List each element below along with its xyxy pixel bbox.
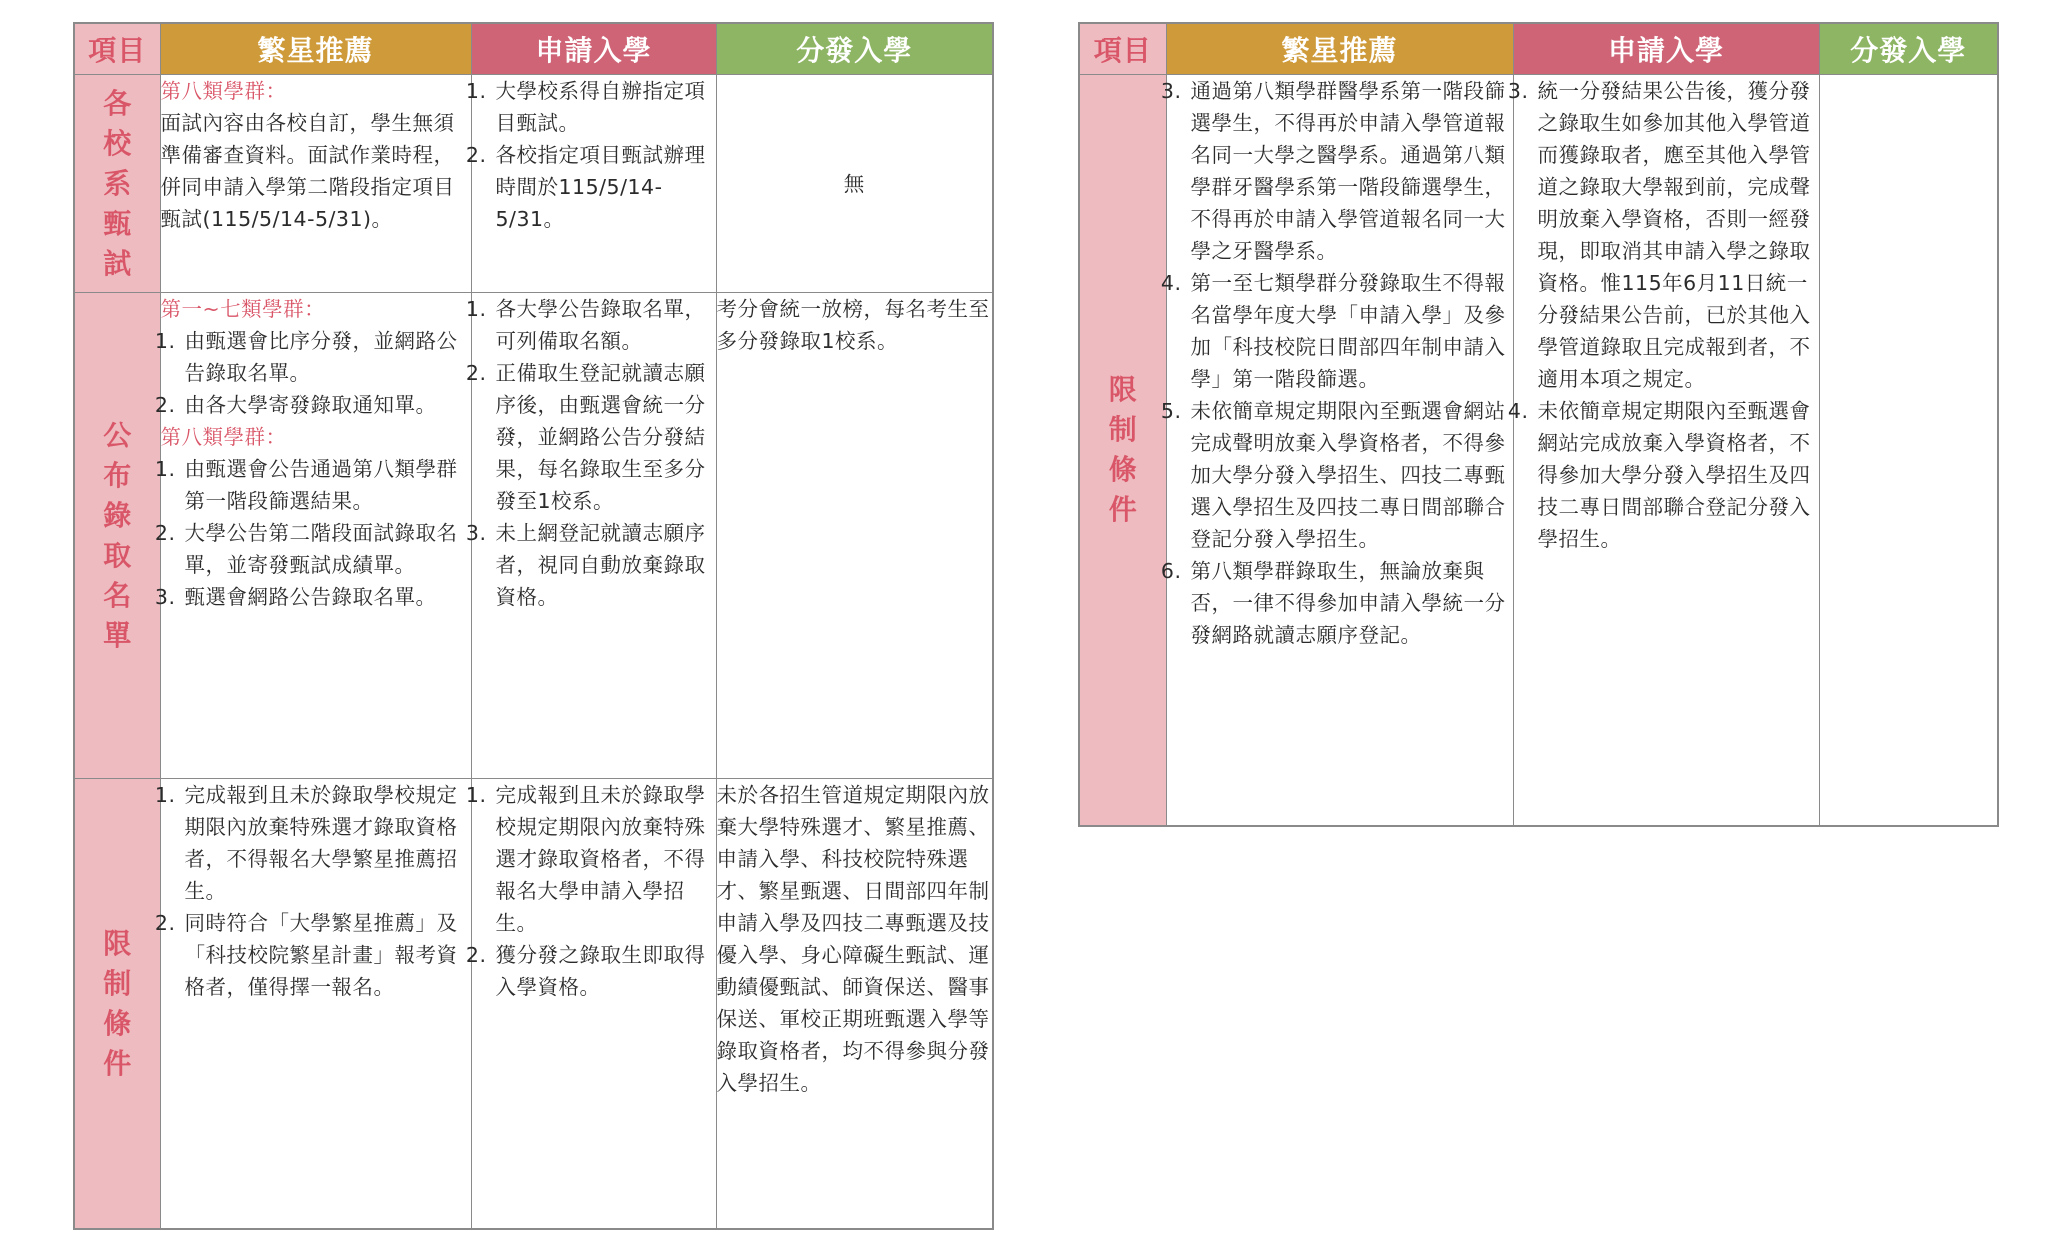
list-item: 2. 正備取生登記就讀志願序後，由甄選會統一分發，並網路公告分發結果，每名錄取生至多分發至1校系。 <box>494 357 716 517</box>
list-item: 1. 完成報到且未於錄取學校規定期限內放棄特殊選才錄取資格者，不得報名大學申請入學招生。 <box>494 779 716 939</box>
list-item: 5. 未依簡章規定期限內至甄選會網站完成聲明放棄入學資格者，不得參加大學分發入學招生、四技二專甄選入學招生及四技二專日間部聯合登記分發入學招生。 <box>1189 395 1513 555</box>
list-item: 1. 完成報到且未於錄取學校規定期限內放棄特殊選才錄取資格者，不得報名大學繁星推薦招生。 <box>183 779 471 907</box>
cell-interview-dist: 無 <box>716 75 993 293</box>
cell-announce-dist: 考分會統一放榜，每名考生至多分發錄取1校系。 <box>716 293 993 779</box>
header-dist: 分發入學 <box>1819 23 1998 75</box>
list-item: 2. 大學公告第二階段面試錄取名單，並寄發甄試成績單。 <box>183 517 471 581</box>
row-label-restrict: 限 制 條 件 <box>1079 75 1166 827</box>
list-item: 1. 由甄選會公告通過第八類學群第一階段篩選結果。 <box>183 453 471 517</box>
left-table <box>73 22 994 1230</box>
list-item: 3. 甄選會網路公告錄取名單。 <box>183 581 471 613</box>
list-item: 2. 獲分發之錄取生即取得入學資格。 <box>494 939 716 1003</box>
group-head: 第一~七類學群： <box>160 297 326 321</box>
row-interview <box>74 75 993 293</box>
list-item: 3. 統一分發結果公告後，獲分發之錄取生如參加其他入學管道而獲錄取者，應至其他入學管道之錄取大學報到前，完成聲明放棄入學資格，否則一經發現，即取消其申請入學之錄取資格。惟115年6月11日統一分發結果公告前，已於其他入學管道錄取且完成報到者，不適用本項之規定。 <box>1536 75 1819 395</box>
row-label-announce: 公 布 錄 取 名 單 <box>74 293 160 779</box>
header-item: 項目 <box>1079 23 1166 75</box>
right-table <box>1078 22 1999 827</box>
cell-restrict-dist-cont <box>1819 75 1998 827</box>
cell-restrict-star <box>160 779 471 1230</box>
list-item: 4. 第一至七類學群分發錄取生不得報名當學年度大學「申請入學」及參加「科技校院日間部四年制申請入學」第一階段篩選。 <box>1189 267 1513 395</box>
list-item: 2. 同時符合「大學繁星推薦」及「科技校院繁星計畫」報考資格者，僅得擇一報名。 <box>183 907 471 1003</box>
cell-announce-apply <box>471 293 716 779</box>
cell-restrict-apply-cont <box>1513 75 1819 827</box>
row-restrict <box>74 779 993 1230</box>
row-announce <box>74 293 993 779</box>
list-item: 2. 由各大學寄發錄取通知單。 <box>183 389 471 421</box>
list-item: 1. 各大學公告錄取名單，可列備取名額。 <box>494 293 716 357</box>
cell-restrict-star-cont <box>1166 75 1513 827</box>
cell-restrict-apply <box>471 779 716 1230</box>
header-apply: 申請入學 <box>1513 23 1819 75</box>
group-head: 第八類學群： <box>160 425 287 449</box>
list-item: 1. 由甄選會比序分發，並網路公告錄取名單。 <box>183 325 471 389</box>
group-head: 第八類學群： <box>160 79 287 103</box>
row-restrict-cont <box>1079 75 1998 827</box>
row-label-restrict: 限 制 條 件 <box>74 779 160 1230</box>
header-star: 繁星推薦 <box>160 23 471 75</box>
left-header-row <box>74 23 993 75</box>
list-item: 4. 未依簡章規定期限內至甄選會網站完成放棄入學資格者，不得參加大學分發入學招生及四技二專日間部聯合登記分發入學招生。 <box>1536 395 1819 555</box>
cell-interview-apply <box>471 75 716 293</box>
header-item: 項目 <box>74 23 160 75</box>
header-apply: 申請入學 <box>471 23 716 75</box>
list-item: 3. 通過第八類學群醫學系第一階段篩選學生，不得再於申請入學管道報名同一大學之醫學系。通過第八類學群牙醫學系第一階段篩選學生，不得再於申請入學管道報名同一大學之牙醫學系。 <box>1189 75 1513 267</box>
right-header-row <box>1079 23 1998 75</box>
row-label-interview: 各 校 系 甄 試 <box>74 75 160 293</box>
header-star: 繁星推薦 <box>1166 23 1513 75</box>
list-item: 3. 未上網登記就讀志願序者，視同自動放棄錄取資格。 <box>494 517 716 613</box>
header-dist: 分發入學 <box>716 23 993 75</box>
list-item: 1. 大學校系得自辦指定項目甄試。 <box>494 75 716 139</box>
list-item: 6. 第八類學群錄取生，無論放棄與否，一律不得參加申請入學統一分發網路就讀志願序登記。 <box>1189 555 1513 651</box>
cell-interview-star <box>160 75 471 293</box>
cell-text: 面試內容由各校自訂，學生無須準備審查資料。面試作業時程，併同申請入學第二階段指定項目甄試(115/5/14-5/31)。 <box>160 111 455 231</box>
list-item: 2. 各校指定項目甄試辦理時間於115/5/14-5/31。 <box>494 139 716 235</box>
cell-restrict-dist: 未於各招生管道規定期限內放棄大學特殊選才、繁星推薦、申請入學、科技校院特殊選才、繁星甄選、日間部四年制申請入學及四技二專甄選及技優入學、身心障礙生甄試、運動績優甄試、師資保送、醫事保送、軍校正期班甄選入學等錄取資格者，均不得參與分發入學招生。 <box>716 779 993 1230</box>
cell-announce-star <box>160 293 471 779</box>
